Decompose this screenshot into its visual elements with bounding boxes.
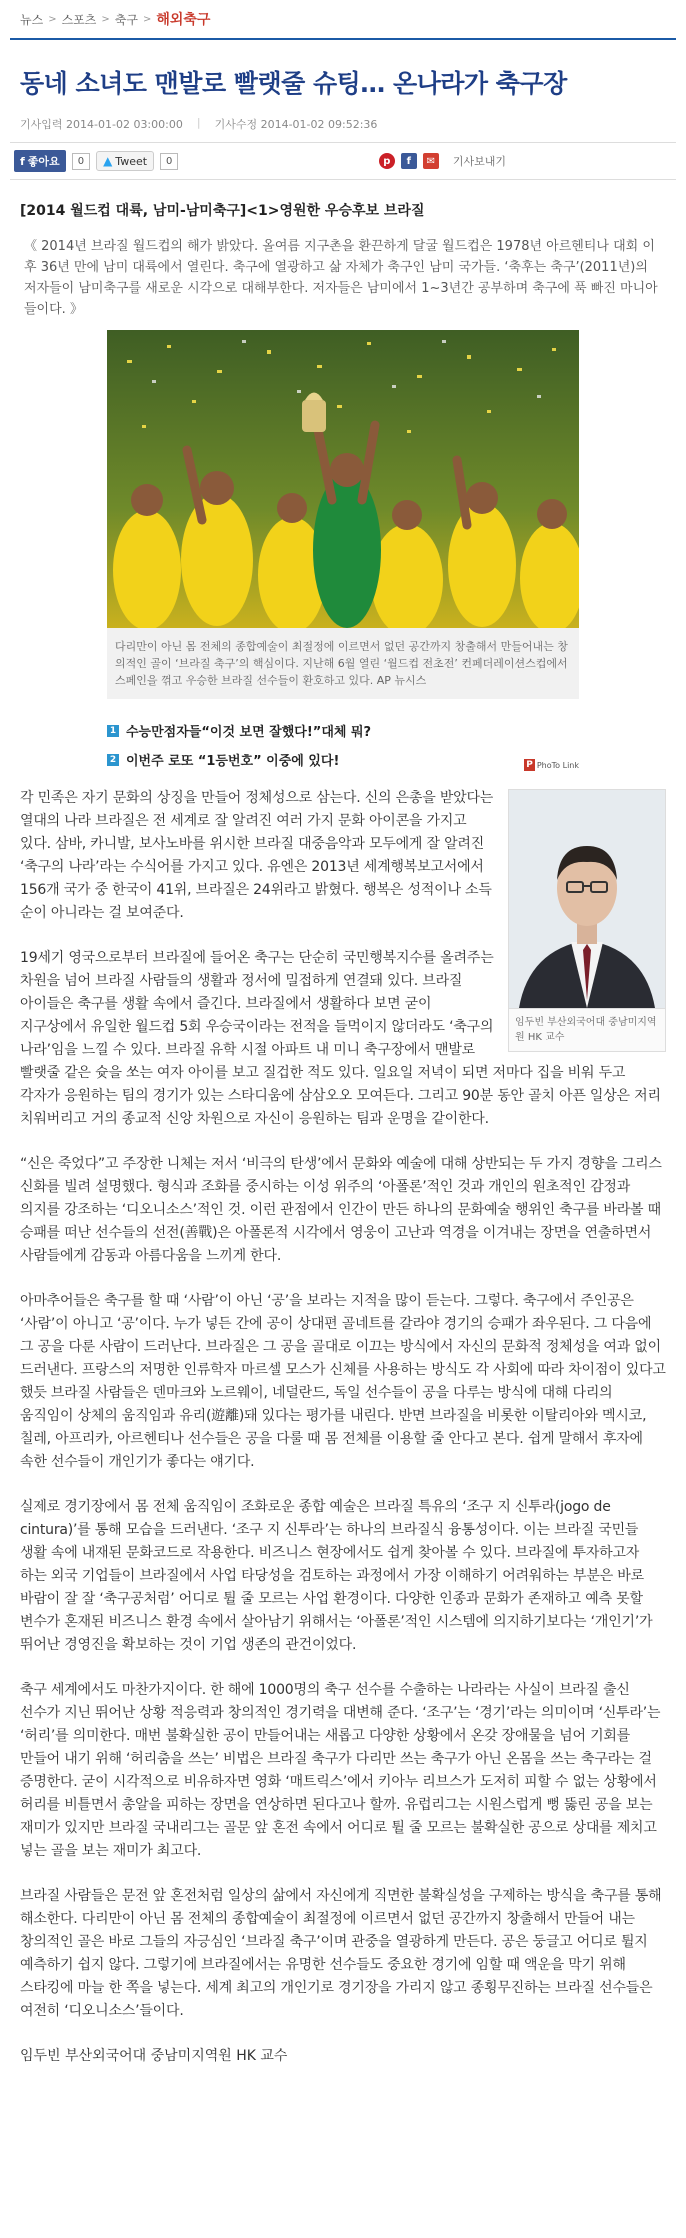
- celebration-photo[interactable]: [107, 330, 579, 628]
- article-dates: [10, 116, 676, 142]
- facebook-like-label: 좋아요: [27, 155, 60, 168]
- tweet-count: 0: [160, 153, 178, 170]
- photo-illustration: [107, 330, 579, 628]
- facebook-like-count: 0: [72, 153, 90, 170]
- related-links: [107, 721, 579, 769]
- chevron-right-icon: >: [101, 13, 110, 25]
- breadcrumb-current[interactable]: 해외축구: [156, 12, 211, 28]
- published-date: 2014-01-02 03:00:00: [66, 118, 183, 131]
- chevron-right-icon: >: [142, 13, 152, 25]
- facebook-share-icon[interactable]: f: [401, 153, 417, 169]
- related-link-1[interactable]: [107, 721, 579, 740]
- photo-link-icon: P: [526, 760, 533, 770]
- article-body: [10, 180, 676, 2065]
- author-portrait: [509, 790, 665, 1008]
- breadcrumb-news[interactable]: 뉴스: [20, 12, 44, 27]
- number-badge-icon: 2: [107, 754, 119, 766]
- send-article-link[interactable]: 기사보내기: [452, 155, 506, 168]
- related-link-text: 수능만점자들“이것 보면 잘했다!”대체 뭐?: [126, 725, 372, 740]
- modified-label: 기사수정: [214, 118, 258, 131]
- author-photo-caption: 임두빈 부산외국어대 중남미지역원 HK 교수: [509, 1008, 665, 1051]
- author-photo-box: [508, 789, 666, 1052]
- series-title: [2014 월드컵 대륙, 남미-남미축구]<1>영원한 우승후보 브라질: [20, 203, 425, 219]
- related-link-2[interactable]: [107, 750, 579, 769]
- breadcrumb: [10, 0, 676, 38]
- paragraph-2: 19세기 영국으로부터 브라질에 들어온 축구는 단순히 국민행복지수를 올려주는 차원을 넘어 브라질 사람들의 생활과 정서에 밀접하게 연결돼 있다. 브라질 아이들은 축구를 생활 속에서 즐긴다. 브라질에서 생활하다 보면 굳이 지구상에서 유일한 월드컵 5회 우승국이라는 전적을 들먹이지 않더라도 ‘축구의 나라’임을 느낄 수 있다. 브라질 유학 시절 아파트 내 미니 축구장에서 맨발로 빨랫줄 같은 슛을 쏘는 여자 아이를 보고 질겁한 적도 있다. 일요일 저녁이 되면 저마다 집을 비워 두고 각자가 응원하는 팀의 경기가 있는 스타디움에 삼삼오오 모여든다. 그리고 90분 동안 골치 아픈 일상은 저리 치워버리고 거의 종교적 신앙 차원으로 자신이 응원하는 팀과 운명을 같이한다.: [20, 950, 661, 1127]
- article-title: 동네 소녀도 맨발로 빨랫줄 슈팅… 온나라가 축구장: [20, 69, 567, 98]
- breadcrumb-sports[interactable]: 스포츠: [61, 12, 97, 27]
- article-figure: [107, 330, 579, 699]
- published-label: 기사입력: [20, 118, 63, 131]
- photo-link-logo[interactable]: [524, 759, 579, 771]
- paragraph-6: 축구 세계에서도 마찬가지이다. 한 해에 1000명의 축구 선수를 수출하는 나라라는 사실이 브라질 출신 선수가 지닌 뛰어난 상황 적응력과 창의적인 경기력을 대변해 준다. ‘조구’는 ‘경기’라는 의미이며 ‘신투라’는 ‘허리’를 의미한다. 매번 불확실한 공이 만들어내는 새롭고 다양한 상황에서 온갖 장애물을 넘어 기회를 만들어 내기 위해 ‘허리춤을 쓰는’ 비법은 브라질 축구가 다리만 쓰는 축구가 아닌 온몸을 쓰는 축구라는 걸 증명한다. 굳이 시각적으로 비유하자면 영화 ‘매트릭스’에서 키아누 리브스가 도저히 피할 수 없는 상황에서 허리를 비틀면서 총알을 피하는 장면을 연상하면 된다고나 할까. 유럽리그는 시원스럽게 뻥 뚫린 공을 보는 재미가 있지만 브라질 국내리그는 골문 앞 혼전 속에서 어디로 튈 줄 모르는 불확실한 공으로 상대를 제치고 넣는 골을 보는 재미가 최고다.: [20, 1682, 661, 1859]
- share-bar: [10, 142, 676, 180]
- facebook-like-button[interactable]: [14, 150, 66, 172]
- author-signature: 임두빈 부산외국어대 중남미지역원 HK 교수: [20, 2048, 288, 2064]
- chevron-right-icon: >: [48, 13, 57, 25]
- photo-caption: 다리만이 아닌 몸 전체의 종합예술이 최절정에 이르면서 없던 공간까지 창출해서 만들어내는 창의적인 골이 ‘브라질 축구’의 핵심이다. 지난해 6월 열린 ‘월드컵 전초전’ 컨페더레이션스컵에서 스페인을 꺾고 우승한 브라질 선수들이 환호하고 있다. AP 뉴시스: [107, 628, 579, 699]
- number-badge-icon: 1: [107, 725, 119, 737]
- pinterest-icon[interactable]: p: [379, 153, 395, 169]
- date-divider: |: [196, 116, 201, 129]
- twitter-bird-icon: ▲: [103, 154, 113, 168]
- facebook-icon: f: [20, 154, 25, 168]
- paragraph-4: 아마추어들은 축구를 할 때 ‘사람’이 아닌 ‘공’을 보라는 지적을 많이 듣는다. 그렇다. 축구에서 주인공은 ‘사람’이 아니고 ‘공’이다. 누가 넣든 간에 공이 상대편 골네트를 갈라야 경기의 승패가 좌우된다. 그 다음에 그 공을 다룬 사람이 드러난다. 브라질은 그 공을 골대로 이끄는 방식에서 자신의 문화적 정체성을 여과 없이 드러낸다. 프랑스의 저명한 인류학자 마르셀 모스가 신체를 사용하는 방식도 각 사회에 따라 차이점이 있다고 했듯 브라질 사람들은 덴마크와 노르웨이, 네덜란드, 독일 선수들이 공을 다루는 방식에 대해 다리의 움직임이 상체의 움직임과 유리(遊離)돼 있다는 평가를 내린다. 반면 브라질을 비롯한 이탈리아와 멕시코, 칠레, 아프리카, 아르헨티나 선수들은 공을 다룰 때 몸 전체를 이용할 줄 안다고 본다. 쉽게 말해서 후자에 속한 선수들이 개인기가 좋다는 얘기다.: [20, 1293, 666, 1470]
- related-link-text: 이번주 로또 “1등번호” 이중에 있다!: [126, 754, 340, 769]
- modified-date: 2014-01-02 09:52:36: [260, 118, 378, 131]
- portrait-illustration: [509, 790, 665, 1008]
- paragraph-7: 브라질 사람들은 문전 앞 혼전처럼 일상의 삶에서 자신에게 직면한 불확실성을 구제하는 방식을 축구를 통해 해소한다. 다리만이 아닌 몸 전체의 종합예술이 최절정에 이르면서 없던 공간까지 창출해서 만들어 내는 창의적인 골은 바로 그들의 자긍심인 ‘브라질 축구’이며 관중을 열광하게 만든다. 공은 둥글고 어디로 튈지 예측하기 쉽지 않다. 그렇기에 브라질에서는 유명한 선수들도 중요한 경기에 임할 때 액운을 막기 위해 스타킹에 마늘 한 쪽을 넣는다. 세계 최고의 개인기로 경기장을 가리지 않고 종횡무진하는 브라질 선수들은 여전히 ‘디오니소스’들이다.: [20, 1888, 662, 2019]
- breadcrumb-soccer[interactable]: 축구: [114, 12, 138, 27]
- photo-link-label: PhoTo Link: [536, 760, 579, 770]
- paragraph-5: 실제로 경기장에서 몸 전체 움직임이 조화로운 종합 예술은 브라질 특유의 ‘조구 지 신투라(jogo de cintura)’를 통해 모습을 드러낸다. ‘조구 지 신투라’는 하나의 브라질식 융통성이다. 이는 브라질 국민들 생활 속에 내재된 문화코드로 작용한다. 비즈니스 현장에서도 쉽게 찾아볼 수 있다. 브라질에 투자하고자 하는 외국 기업들이 브라질에서 사업 타당성을 검토하는 과정에서 가장 이해하기 어려워하는 부분은 바로 바람이 잘 잘 ‘축구공처럼’ 어디로 튈 줄 모르는 사업 환경이다. 다양한 인종과 문화가 존재하고 예측 못할 변수가 혼재된 비즈니스 환경 속에서 살아남기 위해서는 ‘아폴론’적인 시스템에 의지하기보다는 ‘개인기’가 뛰어난 경영진을 확보하는 것이 기업 생존의 관건이었다.: [20, 1499, 653, 1653]
- tweet-button[interactable]: [96, 151, 154, 171]
- paragraph-1: 각 민족은 자기 문화의 상징을 만들어 정체성으로 삼는다. 신의 은총을 받았다는 열대의 나라 브라질은 전 세계로 잘 알려진 여러 가지 문화 아이콘을 가지고 있다. 삼바, 카니발, 보사노바를 위시한 브라질 대중음악과 모두에게 잘 알려진 ‘축구의 나라’라는 수식어를 가지고 있다. 유엔은 2013년 세계행복보고서에서 156개 국가 중 한국이 41위, 브라질은 24위라고 밝혔다. 행복은 성적이나 소득 순이 아니라는 걸 보여준다.: [20, 790, 494, 921]
- tweet-label: Tweet: [115, 154, 148, 168]
- message-share-icon[interactable]: ✉: [423, 153, 439, 169]
- article-content: [20, 787, 666, 2065]
- lead-text: 《 2014년 브라질 월드컵의 해가 밝았다. 올여름 지구촌을 환끈하게 달굴 월드컵은 1978년 아르헨티나 대회 이후 36년 만에 남미 대륙에서 열린다. 축구에 열광하고 삶 자체가 축구인 남미 국가들. ‘축후는 축구’(2011년)의 저자들이 남미축구를 새로운 시각으로 대해부한다. 저자들은 남미에서 1~3년간 공부하며 축구에 푹 빠진 마니아들이다. 》: [24, 239, 658, 317]
- paragraph-3: “신은 죽었다”고 주장한 니체는 저서 ‘비극의 탄생’에서 문화와 예술에 대해 상반되는 두 가지 경향을 그리스 신화를 빌려 설명했다. 형식과 조화를 중시하는 이성 위주의 ‘아폴론’적인 것과 개인의 원초적인 감정과 의지를 강조하는 ‘디오니소스’적인 것. 이런 관점에서 인간이 만든 하나의 문화예술 행위인 축구를 바라볼 때 승패를 떠난 선수들의 선전(善戰)은 아폴론적 시각에서 영웅이 고난과 역경을 이겨내는 장면을 연출하면서 사람들에게 감동과 아름다움을 느끼게 한다.: [20, 1156, 662, 1264]
